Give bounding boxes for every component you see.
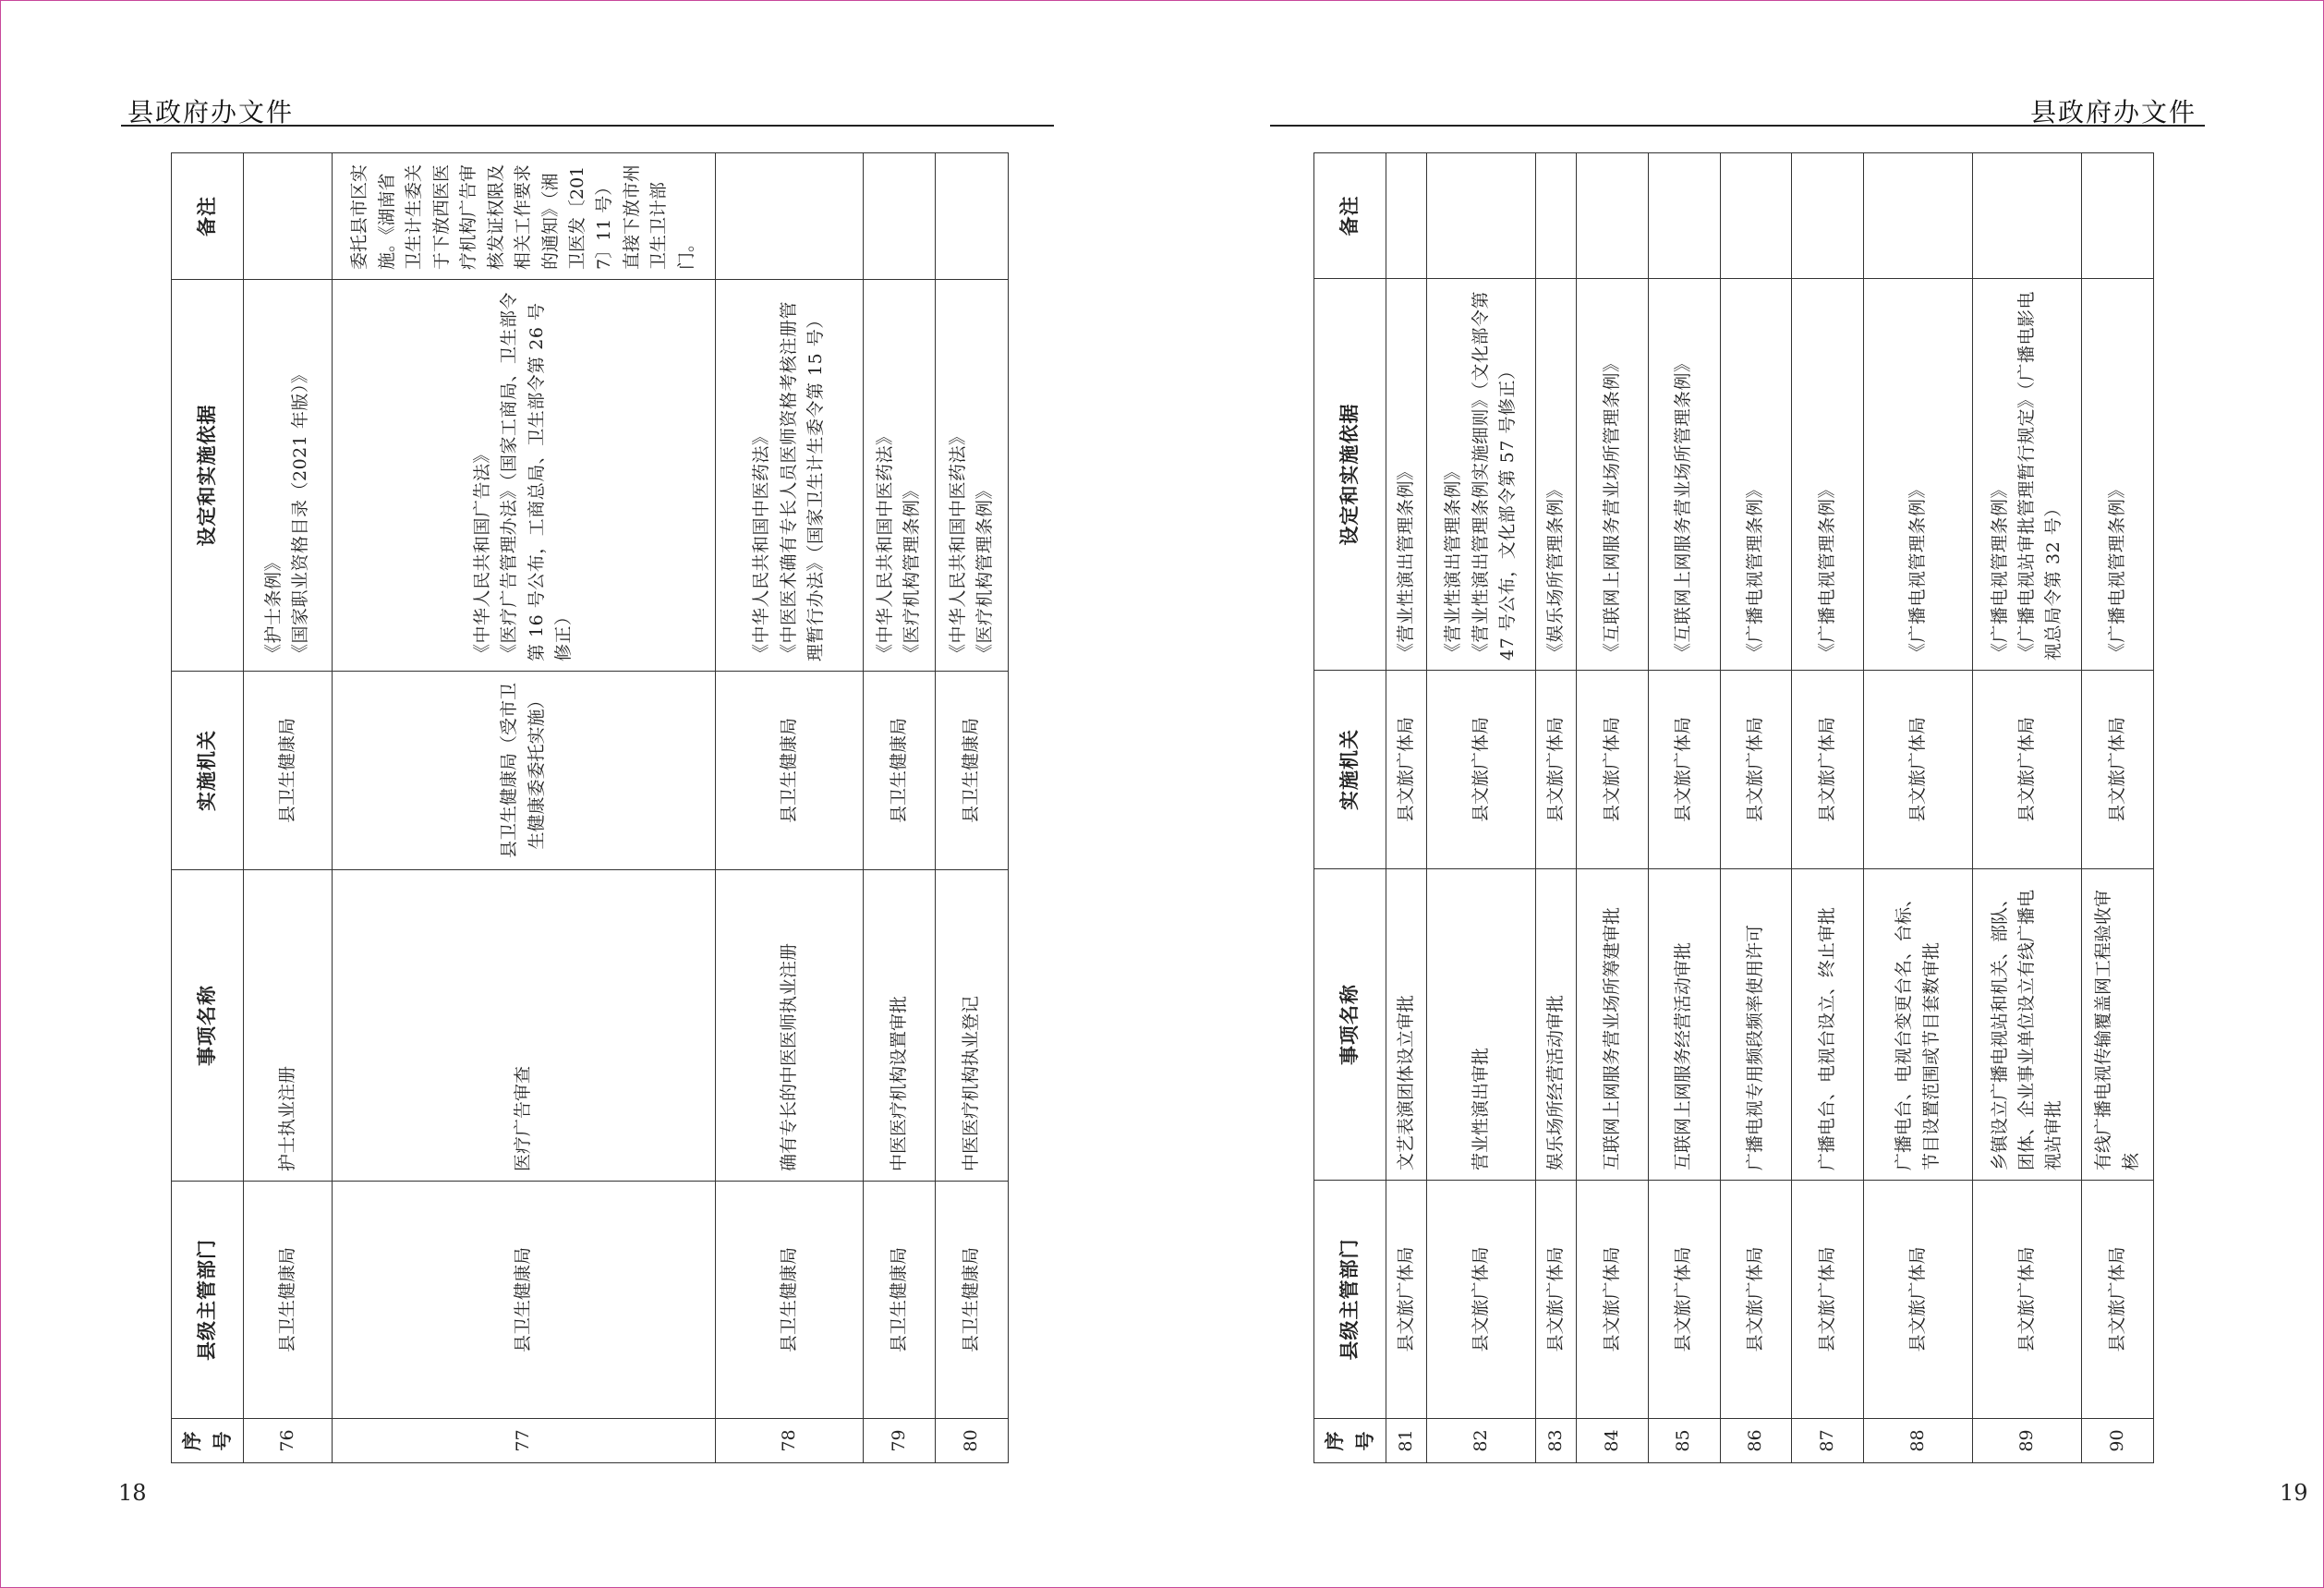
item-name-cell: 护士执业注册 xyxy=(244,870,333,1182)
agency-cell: 县文旅广体局 xyxy=(1536,671,1577,869)
note-cell xyxy=(1720,153,1792,279)
row-number-cell: 83 xyxy=(1536,1419,1577,1463)
dept-cell: 县卫生健康局 xyxy=(863,1182,936,1419)
page-header: 县政府办文件 xyxy=(2030,97,2197,127)
item-name-cell: 文艺表演团体设立审批 xyxy=(1386,869,1427,1181)
dept-cell: 县文旅广体局 xyxy=(1386,1181,1427,1419)
basis-cell: 《营业性演出管理条例》 xyxy=(1386,279,1427,671)
item-name-cell: 互联网上网服务经营活动审批 xyxy=(1648,869,1720,1181)
table-row xyxy=(1427,153,1536,1463)
table-row xyxy=(1863,153,1972,1463)
table-body-left xyxy=(244,153,1009,1463)
item-name-cell: 广播电台、电视台设立、终止审批 xyxy=(1792,869,1864,1181)
agency-cell: 县文旅广体局 xyxy=(1427,671,1536,869)
item-name-cell: 广播电台、电视台变更台名、台标、节目设置范围或节目套数审批 xyxy=(1863,869,1972,1181)
agency-cell: 县文旅广体局 xyxy=(1863,671,1972,869)
items-table xyxy=(171,152,1009,1463)
table-container xyxy=(1313,153,2154,1463)
table-row xyxy=(1536,153,1577,1463)
col-header-dept: 县级主管部门 xyxy=(1314,1181,1386,1419)
note-cell xyxy=(1792,153,1864,279)
row-number-cell: 84 xyxy=(1577,1419,1649,1463)
table-row xyxy=(1648,153,1720,1463)
page-number: 19 xyxy=(2280,1480,2308,1506)
col-header-agency: 实施机关 xyxy=(172,672,244,870)
page-header: 县政府办文件 xyxy=(127,97,295,127)
col-header-note: 备注 xyxy=(1314,153,1386,279)
items-table xyxy=(1313,152,2154,1463)
item-name-cell: 中医医疗机构执业登记 xyxy=(936,870,1009,1182)
table-row xyxy=(332,153,715,1463)
item-name-cell: 有线广播电视传输覆盖网工程验收审核 xyxy=(2082,869,2154,1181)
col-header-no: 序号 xyxy=(172,1419,244,1463)
basis-cell: 《营业性演出管理条例》 《营业性演出管理条例实施细则》（文化部令第 47 号公布，文化部令第 57 号修正） xyxy=(1427,279,1536,671)
item-name-cell: 娱乐场所经营活动审批 xyxy=(1536,869,1577,1181)
dept-cell: 县卫生健康局 xyxy=(936,1182,1009,1419)
basis-cell: 《娱乐场所管理条例》 xyxy=(1536,279,1577,671)
row-number-cell: 79 xyxy=(863,1419,936,1463)
header-rule xyxy=(1270,125,2205,127)
dept-cell: 县文旅广体局 xyxy=(1720,1181,1792,1419)
item-name-cell: 医疗广告审查 xyxy=(332,870,715,1182)
basis-cell: 《中华人民共和国中医药法》 《医疗机构管理条例》 xyxy=(936,280,1009,672)
dept-cell: 县文旅广体局 xyxy=(1648,1181,1720,1419)
agency-cell: 县卫生健康局 xyxy=(715,672,863,870)
table-row xyxy=(863,153,936,1463)
item-name-cell: 中医医疗机构设置审批 xyxy=(863,870,936,1182)
basis-cell: 《广播电视管理条例》 xyxy=(1863,279,1972,671)
row-number-cell: 82 xyxy=(1427,1419,1536,1463)
dept-cell: 县文旅广体局 xyxy=(1536,1181,1577,1419)
dept-cell: 县文旅广体局 xyxy=(1863,1181,1972,1419)
basis-cell: 《中华人民共和国中医药法》 《医疗机构管理条例》 xyxy=(863,280,936,672)
table-header-row xyxy=(1314,153,1386,1463)
row-number-cell: 77 xyxy=(332,1419,715,1463)
table-row xyxy=(1577,153,1649,1463)
col-header-no: 序号 xyxy=(1314,1419,1386,1463)
note-cell xyxy=(1386,153,1427,279)
row-number-cell: 76 xyxy=(244,1419,333,1463)
note-cell xyxy=(244,153,333,280)
basis-cell: 《中华人民共和国中医药法》 《中医医术确有专长人员医师资格考核注册管理暂行办法》（国家卫生计生委令第 15 号） xyxy=(715,280,863,672)
col-header-dept: 县级主管部门 xyxy=(172,1182,244,1419)
agency-cell: 县卫生健康局 xyxy=(936,672,1009,870)
table-body-right xyxy=(1386,153,2154,1463)
table-row xyxy=(1792,153,1864,1463)
basis-cell: 《广播电视管理条例》 xyxy=(1792,279,1864,671)
agency-cell: 县文旅广体局 xyxy=(1386,671,1427,869)
item-name-cell: 营业性演出审批 xyxy=(1427,869,1536,1181)
note-cell xyxy=(1973,153,2082,279)
basis-cell: 《广播电视管理条例》 xyxy=(1720,279,1792,671)
row-number-cell: 86 xyxy=(1720,1419,1792,1463)
note-cell xyxy=(2082,153,2154,279)
note-cell xyxy=(1427,153,1536,279)
note-cell xyxy=(1863,153,1972,279)
agency-cell: 县卫生健康局 xyxy=(863,672,936,870)
item-name-cell: 互联网上网服务营业场所筹建审批 xyxy=(1577,869,1649,1181)
dept-cell: 县卫生健康局 xyxy=(715,1182,863,1419)
item-name-cell: 确有专长的中医医师执业注册 xyxy=(715,870,863,1182)
agency-cell: 县文旅广体局 xyxy=(1720,671,1792,869)
note-cell: 委托县市区实施。《湖南省卫生计生委关于下放西医医疗机构广告审核发证权限及相关工作要求的通知》（湘卫医发〔2017〕11 号）直接下放市州卫生卫计部门。 xyxy=(332,153,715,280)
col-header-basis: 设定和实施依据 xyxy=(172,280,244,672)
note-cell xyxy=(936,153,1009,280)
note-cell xyxy=(1577,153,1649,279)
basis-cell: 《互联网上网服务营业场所管理条例》 xyxy=(1577,279,1649,671)
table-row xyxy=(1386,153,1427,1463)
dept-cell: 县卫生健康局 xyxy=(244,1182,333,1419)
table-header-row xyxy=(172,153,244,1463)
item-name-cell: 广播电视专用频段频率使用许可 xyxy=(1720,869,1792,1181)
dept-cell: 县文旅广体局 xyxy=(1973,1181,2082,1419)
agency-cell: 县文旅广体局 xyxy=(1792,671,1864,869)
page-right xyxy=(1162,0,2324,1588)
agency-cell: 县卫生健康局 xyxy=(244,672,333,870)
dept-cell: 县文旅广体局 xyxy=(1577,1181,1649,1419)
table-container xyxy=(171,153,1009,1463)
basis-cell: 《护士条例》 《国家职业资格目录（2021 年版）》 xyxy=(244,280,333,672)
agency-cell: 县文旅广体局 xyxy=(2082,671,2154,869)
agency-cell: 县卫生健康局（受市卫生健康委委托实施） xyxy=(332,672,715,870)
row-number-cell: 90 xyxy=(2082,1419,2154,1463)
row-number-cell: 85 xyxy=(1648,1419,1720,1463)
dept-cell: 县文旅广体局 xyxy=(2082,1181,2154,1419)
table-row xyxy=(936,153,1009,1463)
row-number-cell: 89 xyxy=(1973,1419,2082,1463)
table-row xyxy=(1973,153,2082,1463)
basis-cell: 《中华人民共和国广告法》 《医疗广告管理办法》（国家工商局、卫生部令第 16 号公布，工商总局、卫生部令第 26 号修正） xyxy=(332,280,715,672)
dept-cell: 县文旅广体局 xyxy=(1792,1181,1864,1419)
item-name-cell: 乡镇设立广播电视站和机关、部队、团体、企业事业单位设立有线广播电视站审批 xyxy=(1973,869,2082,1181)
note-cell xyxy=(1648,153,1720,279)
agency-cell: 县文旅广体局 xyxy=(1577,671,1649,869)
note-cell xyxy=(1536,153,1577,279)
col-header-agency: 实施机关 xyxy=(1314,671,1386,869)
basis-cell: 《广播电视管理条例》 《广播电视站审批管理暂行规定》（广播电影电视总局令第 32 号） xyxy=(1973,279,2082,671)
dept-cell: 县文旅广体局 xyxy=(1427,1181,1536,1419)
agency-cell: 县文旅广体局 xyxy=(1973,671,2082,869)
row-number-cell: 80 xyxy=(936,1419,1009,1463)
row-number-cell: 81 xyxy=(1386,1419,1427,1463)
col-header-basis: 设定和实施依据 xyxy=(1314,279,1386,671)
row-number-cell: 78 xyxy=(715,1419,863,1463)
table-row xyxy=(1720,153,1792,1463)
table-row xyxy=(715,153,863,1463)
table-row xyxy=(2082,153,2154,1463)
header-rule xyxy=(121,125,1054,127)
basis-cell: 《互联网上网服务营业场所管理条例》 xyxy=(1648,279,1720,671)
basis-cell: 《广播电视管理条例》 xyxy=(2082,279,2154,671)
row-number-cell: 88 xyxy=(1863,1419,1972,1463)
row-number-cell: 87 xyxy=(1792,1419,1864,1463)
col-header-item: 事项名称 xyxy=(172,870,244,1182)
agency-cell: 县文旅广体局 xyxy=(1648,671,1720,869)
note-cell xyxy=(715,153,863,280)
table-row xyxy=(244,153,333,1463)
col-header-note: 备注 xyxy=(172,153,244,280)
page-number: 18 xyxy=(118,1480,147,1506)
col-header-item: 事项名称 xyxy=(1314,869,1386,1181)
note-cell xyxy=(863,153,936,280)
dept-cell: 县卫生健康局 xyxy=(332,1182,715,1419)
